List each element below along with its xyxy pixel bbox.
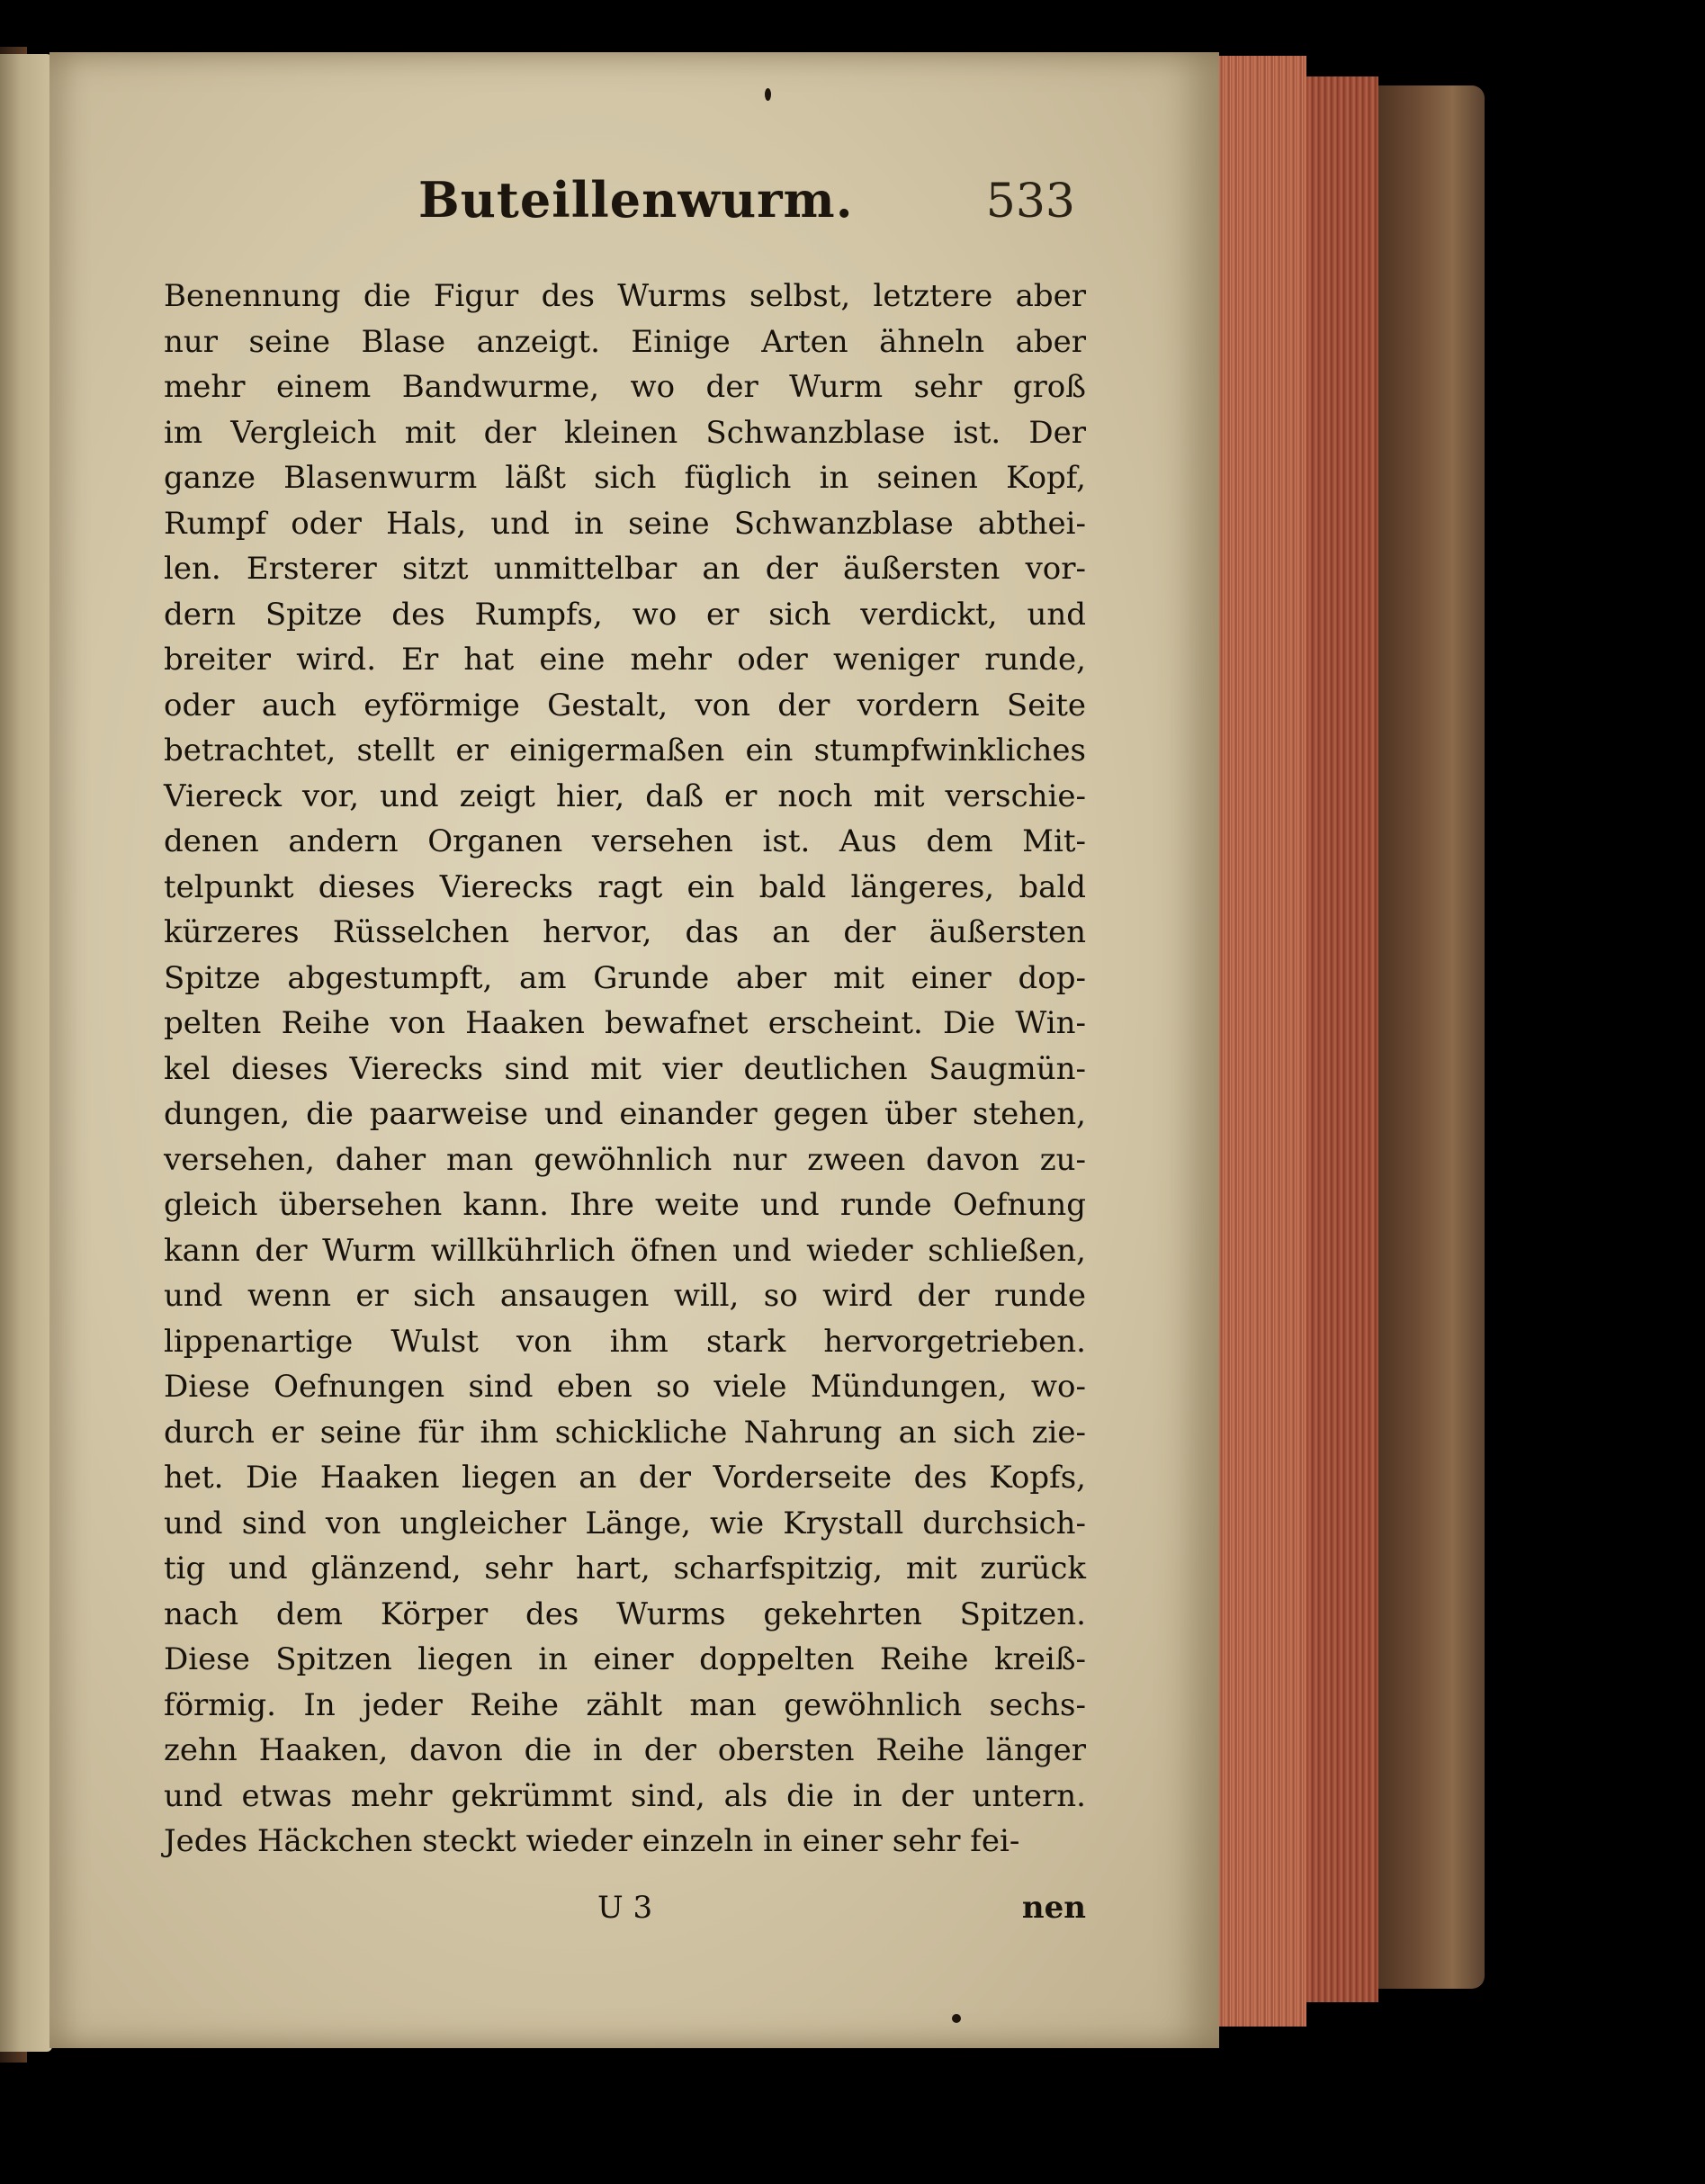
text-line: im Vergleich mit der kleinen Schwanzblase ist. Der	[164, 414, 1086, 451]
text-line: Viereck vor, und zeigt hier, daß er noch mit verschie-	[164, 777, 1086, 814]
facing-page-edge	[0, 54, 52, 2052]
page-block-edges-outer	[1306, 76, 1378, 2002]
ink-speck	[952, 2014, 961, 2023]
text-line: Diese Oefnungen sind eben so viele Mündungen, wo-	[164, 1369, 1086, 1405]
text-line: Spitze abgestumpft, am Grunde aber mit einer dop-	[164, 959, 1086, 996]
text-line: nach dem Körper des Wurms gekehrten Spitzen.	[164, 1595, 1086, 1632]
body-text	[164, 274, 1086, 1865]
text-line: und etwas mehr gekrümmt sind, als die in der untern.	[164, 1777, 1086, 1814]
text-line: durch er seine für ihm schickliche Nahrung an sich zie-	[164, 1414, 1086, 1451]
text-line: Jedes Häckchen steckt wieder einzeln in einer sehr fei-	[164, 1823, 1020, 1859]
text-line: Benennung die Figur des Wurms selbst, letztere aber	[164, 278, 1086, 314]
text-line: tig und glänzend, sehr hart, scharfspitzig, mit zurück	[164, 1550, 1086, 1586]
page-number: 533	[985, 175, 1075, 229]
text-line: kürzeres Rüsselchen hervor, das an der äußersten	[164, 914, 1086, 950]
ink-speck	[765, 88, 771, 101]
page-header	[418, 171, 1075, 252]
page-block-edges	[1216, 56, 1306, 2027]
text-line: pelten Reihe von Haaken bewafnet erscheint. Die Win-	[164, 1005, 1086, 1041]
text-line: kann der Wurm willkührlich öfnen und wieder schließen,	[164, 1232, 1086, 1269]
text-line: lippenartige Wulst von ihm stark hervorgetrieben.	[164, 1323, 1086, 1360]
text-line: denen andern Organen versehen ist. Aus dem Mit-	[164, 823, 1086, 859]
text-line: und sind von ungleicher Länge, wie Krystall durchsich-	[164, 1505, 1086, 1541]
text-line: Diese Spitzen liegen in einer doppelten Reihe kreiß-	[164, 1641, 1086, 1677]
text-line: len. Ersterer sitzt unmittelbar an der äußersten vor-	[164, 551, 1086, 587]
catchword: nen	[1021, 1890, 1086, 1926]
text-line: breiter wird. Er hat eine mehr oder weniger runde,	[164, 642, 1086, 678]
text-line: mehr einem Bandwurme, wo der Wurm sehr groß	[164, 369, 1086, 405]
text-line: dungen, die paarweise und einander gegen über stehen,	[164, 1096, 1086, 1132]
text-line: telpunkt dieses Vierecks ragt ein bald längeres, bald	[164, 868, 1086, 905]
running-head: Buteillenwurm.	[418, 171, 854, 229]
text-line: förmig. In jeder Reihe zählt man gewöhnlich sechs-	[164, 1686, 1086, 1723]
text-line: oder auch eyförmige Gestalt, von der vordern Seite	[164, 687, 1086, 724]
book-cover-right	[1378, 85, 1485, 1989]
signature-mark: U 3	[597, 1890, 653, 1926]
text-line: und wenn er sich ansaugen will, so wird der runde	[164, 1278, 1086, 1314]
page-footer	[164, 1890, 1086, 1935]
text-line: zehn Haaken, davon die in der obersten Reihe länger	[164, 1732, 1086, 1768]
text-line: versehen, daher man gewöhnlich nur zween davon zu-	[164, 1141, 1086, 1178]
text-line: dern Spitze des Rumpfs, wo er sich verdickt, und	[164, 596, 1086, 633]
text-line: ganze Blasenwurm läßt sich füglich in seinen Kopf,	[164, 460, 1086, 496]
text-line: kel dieses Vierecks sind mit vier deutlichen Saugmün-	[164, 1050, 1086, 1087]
text-line: gleich übersehen kann. Ihre weite und runde Oefnung	[164, 1187, 1086, 1223]
text-line: betrachtet, stellt er einigermaßen ein stumpfwinkliches	[164, 732, 1086, 768]
text-line: het. Die Haaken liegen an der Vorderseite des Kopfs,	[164, 1460, 1086, 1496]
text-line: nur seine Blase anzeigt. Einige Arten ähneln aber	[164, 323, 1086, 360]
text-line: Rumpf oder Hals, und in seine Schwanzblase abthei-	[164, 505, 1086, 542]
